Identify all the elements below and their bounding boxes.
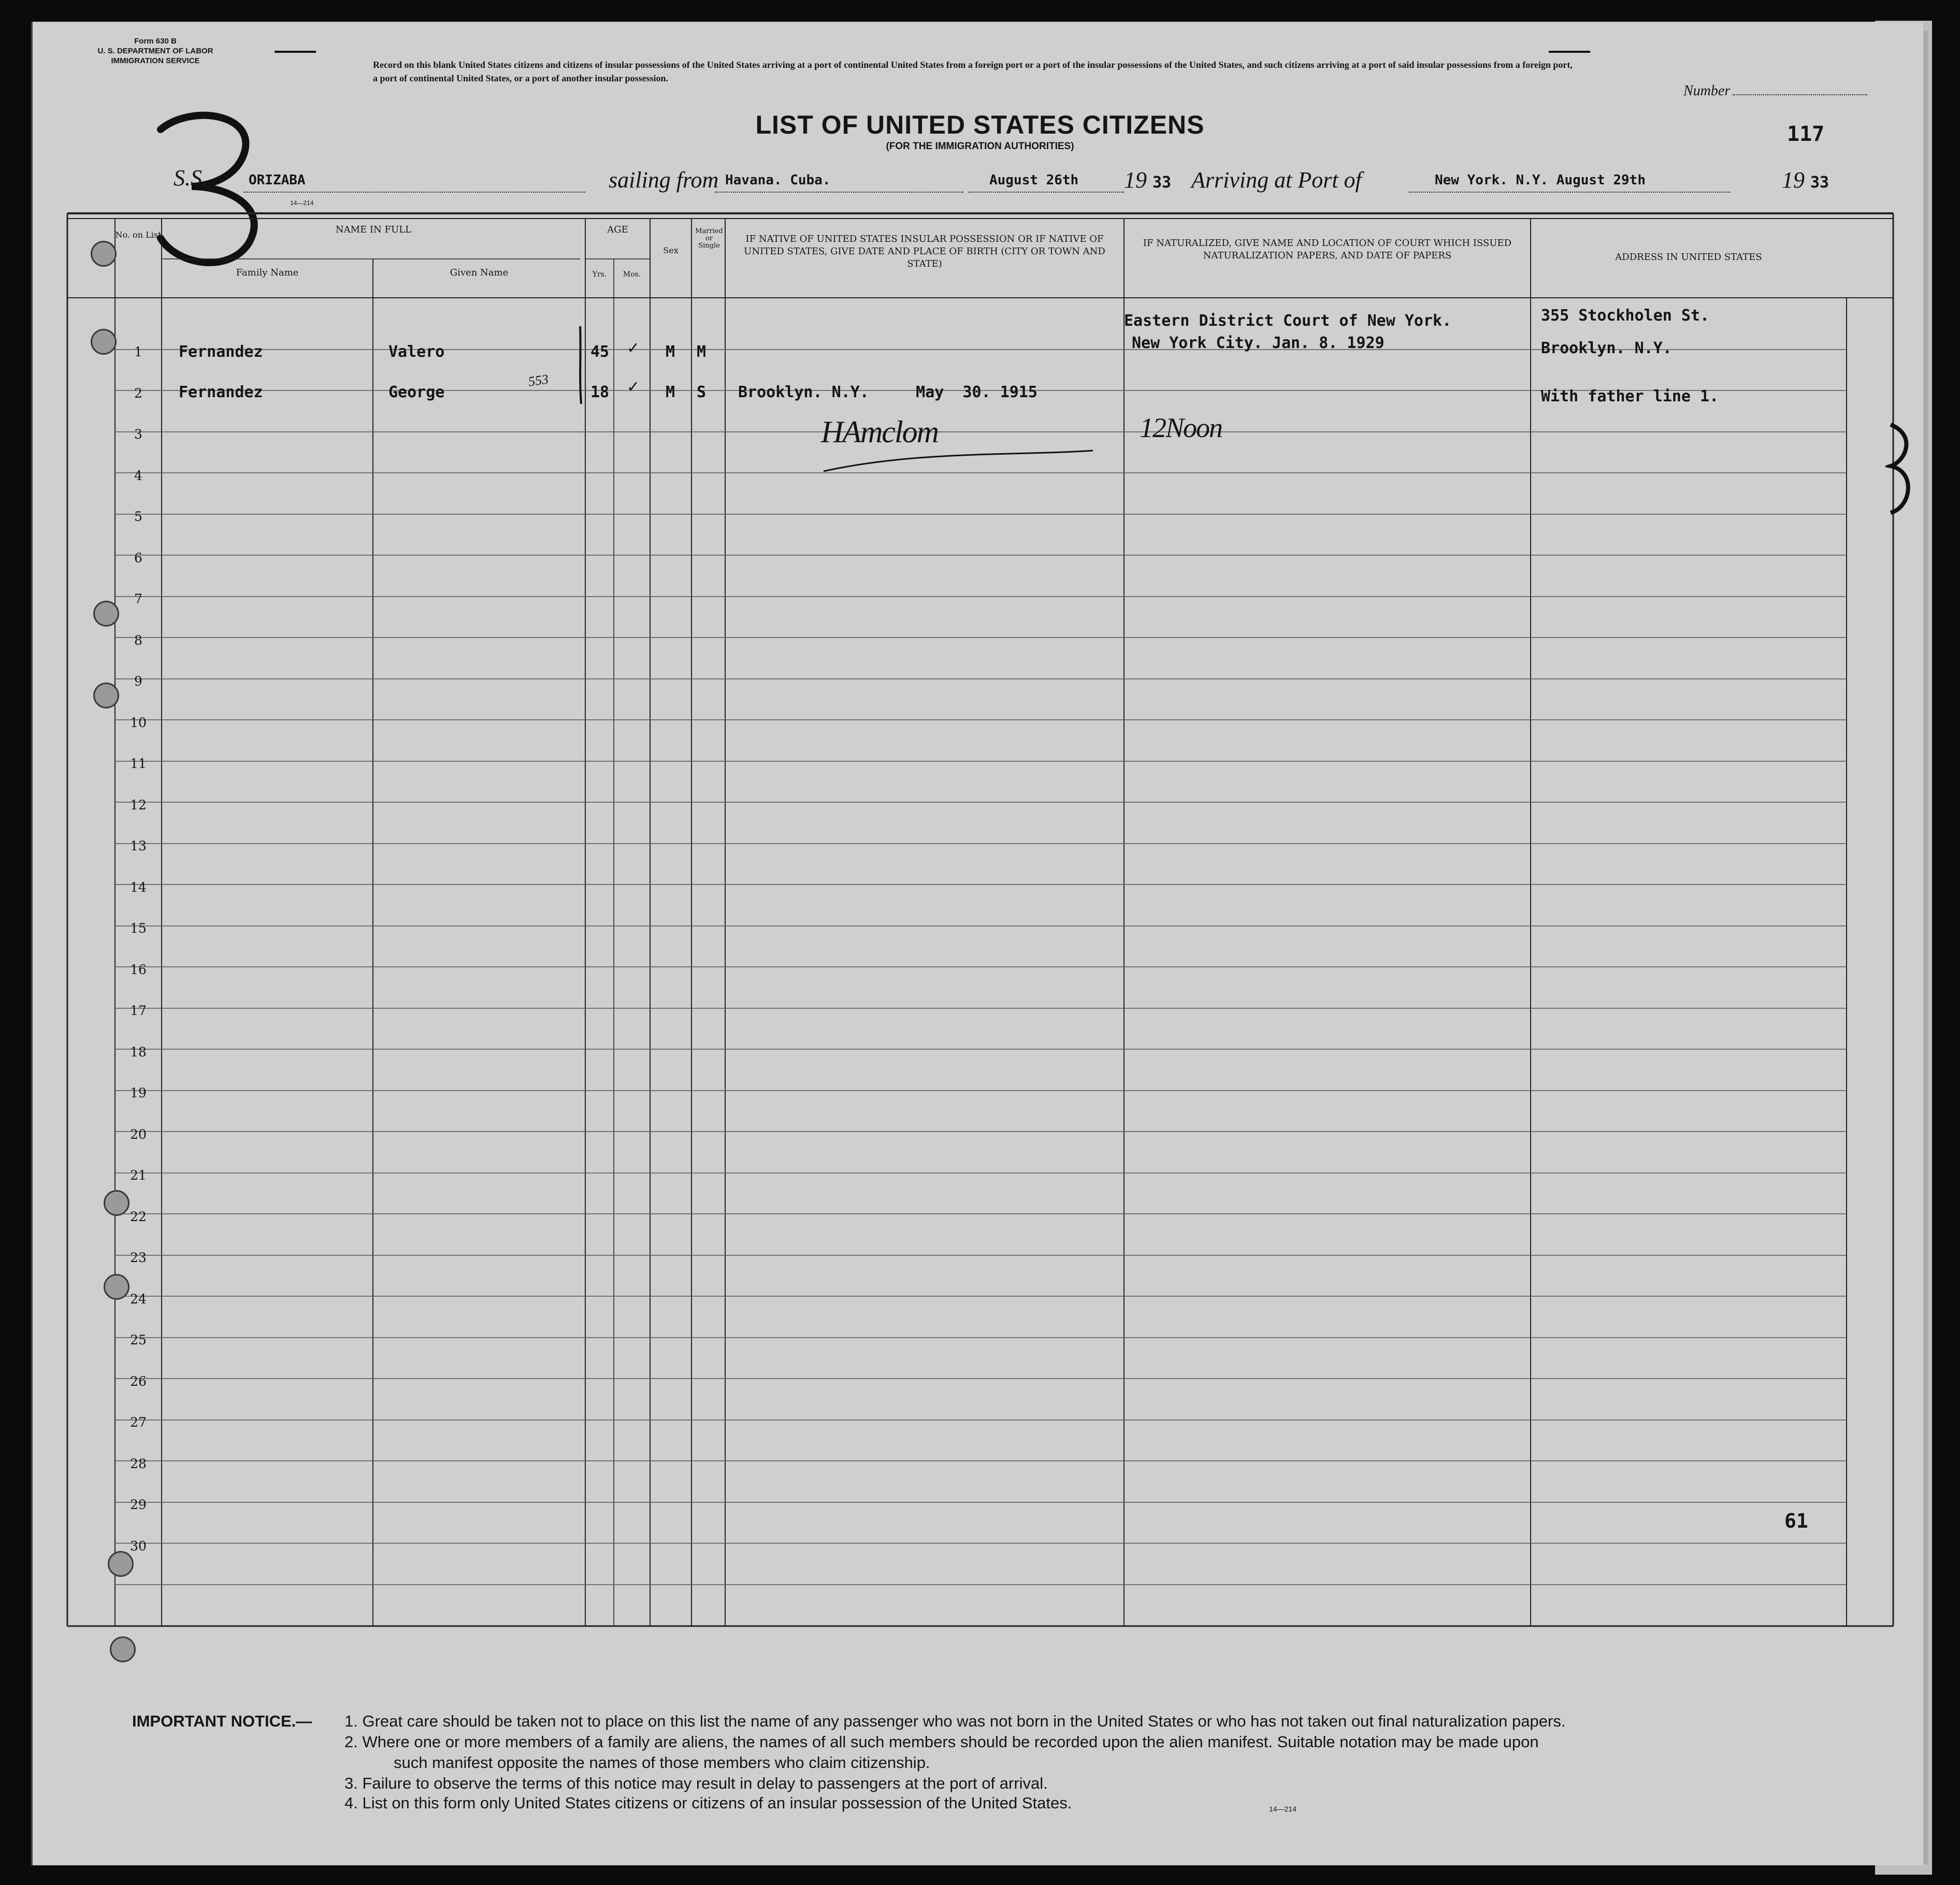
- department-name: U. S. DEPARTMENT OF LABOR: [97, 47, 213, 55]
- entry-1-address-city: Brooklyn. N.Y.: [1541, 339, 1672, 357]
- column-header-yrs: Yrs.: [592, 270, 607, 279]
- service-name: IMMIGRATION SERVICE: [111, 56, 200, 65]
- notice-item-1: 1. Great care should be taken not to place on this list the name of any passenger who was not born in the United States or who has not taken out final naturalization papers.: [344, 1712, 1566, 1730]
- bottom-form-code: 14—214: [1269, 1805, 1296, 1813]
- row-number: 28: [130, 1456, 147, 1471]
- entry-2-family-name: Fernandez: [179, 383, 263, 401]
- row-number: 10: [130, 715, 147, 730]
- instruction-text: Record on this blank United States citizens and citizens of insular possessions of the United States arriving at a port of continental United States from a foreign port or a port of the insular possessions of the United States, and such citizens arriving at a port of said insular possessions from a foreign port, a port of continental United States, or a port of another insular possession.: [373, 60, 1573, 83]
- row-number: 25: [130, 1332, 147, 1347]
- row-number: 20: [130, 1127, 147, 1142]
- binder-hole: [108, 1551, 134, 1577]
- entry-1-age-check: ✓: [627, 339, 640, 357]
- entry-2-marital: S: [697, 383, 707, 401]
- age-bracket-mark: [570, 321, 590, 409]
- notice-item-2: 2. Where one or more members of a family are aliens, the names of all such members should be recorded upon the alien manifest. Suitable notation may be made upon: [344, 1733, 1539, 1751]
- row-number: 19: [130, 1085, 147, 1100]
- row-number: 24: [130, 1292, 147, 1307]
- row-number: 5: [134, 509, 142, 524]
- column-header-mos: Mos.: [623, 270, 641, 279]
- binder-hole: [104, 1190, 129, 1216]
- entry-1-naturalization-court: Eastern District Court of New York.: [1124, 312, 1452, 330]
- form-number: Form 630 B: [134, 37, 177, 46]
- entry-2-age-check: ✓: [627, 378, 640, 396]
- row-number: 17: [130, 1003, 147, 1018]
- row-number: 11: [130, 756, 147, 771]
- row-number: 29: [130, 1497, 147, 1512]
- departure-year: 33: [1152, 173, 1172, 192]
- row-number: 16: [130, 962, 147, 977]
- entry-2-sex: M: [666, 383, 675, 401]
- row-number: 15: [130, 921, 147, 936]
- entry-1-sex: M: [666, 343, 675, 361]
- column-header-naturalized: IF NATURALIZED, GIVE NAME AND LOCATION OF COURT WHICH ISSUED NATURALIZATION PAPERS, AND DATE OF PAPERS: [1143, 238, 1512, 261]
- page-number: 117: [1787, 122, 1825, 146]
- row-number: 27: [130, 1415, 147, 1430]
- row-number: 14: [130, 880, 147, 895]
- column-header-name-in-full: NAME IN FULL: [335, 224, 412, 235]
- entry-1-address-street: 355 Stockholen St.: [1541, 307, 1710, 325]
- arrival-year-prefix: 19: [1782, 167, 1805, 193]
- notice-item-3: 3. Failure to observe the terms of this notice may result in delay to passengers at the port of arrival.: [344, 1774, 1048, 1792]
- handwritten-time-note: 12Noon: [1140, 412, 1222, 443]
- row-number: 26: [130, 1374, 147, 1389]
- departure-date: August 26th: [989, 172, 1079, 188]
- row-number: 6: [134, 550, 142, 566]
- column-header-native: IF NATIVE OF UNITED STATES INSULAR POSSESSION OR IF NATIVE OF UNITED STATES, GIVE DATE AND PLACE OF BIRTH (CITY OR TOWN AND STATE): [744, 234, 1105, 269]
- binder-hole: [110, 1636, 136, 1662]
- signature-underline: [813, 440, 1103, 482]
- entry-2-given-name: George: [388, 383, 445, 401]
- sailing-label: sailing from: [609, 167, 719, 193]
- column-header-given-name: Given Name: [450, 267, 509, 278]
- page-subtitle: (FOR THE IMMIGRATION AUTHORITIES): [886, 141, 1074, 152]
- row-number: 8: [134, 633, 142, 648]
- notice-item-4: 4. List on this form only United States citizens or citizens of an insular possession of the United States.: [344, 1794, 1072, 1812]
- entry-1-marital: M: [697, 343, 707, 361]
- from-port: Havana. Cuba.: [725, 172, 831, 188]
- binder-hole: [91, 329, 117, 355]
- arrival-year: 33: [1810, 173, 1829, 192]
- binder-hole: [91, 241, 117, 267]
- year-prefix: 19: [1124, 167, 1147, 193]
- row-number: 2: [134, 386, 142, 401]
- binder-hole: [104, 1274, 129, 1300]
- corner-number: 61: [1784, 1510, 1808, 1532]
- entry-1-family-name: Fernandez: [179, 343, 263, 361]
- column-header-age: AGE: [607, 224, 628, 235]
- row-number: 21: [130, 1168, 147, 1183]
- entry-2-address: With father line 1.: [1541, 387, 1719, 405]
- row-number: 7: [134, 591, 142, 606]
- notice-heading: IMPORTANT NOTICE.—: [132, 1712, 312, 1730]
- row-number: 1: [134, 344, 142, 359]
- entry-1-given-name: Valero: [388, 343, 445, 361]
- ss-label: S.S.: [174, 165, 208, 191]
- entry-1-naturalization-date: New York City. Jan. 8. 1929: [1132, 334, 1385, 352]
- entry-1-age-years: 45: [590, 343, 610, 361]
- row-number: 23: [130, 1250, 147, 1265]
- arrival-port-date: New York. N.Y. August 29th: [1435, 172, 1646, 188]
- binder-hole: [93, 601, 119, 627]
- row-number: 22: [130, 1209, 147, 1224]
- inspector-signature: HAmclom: [821, 415, 938, 449]
- column-header-married: Married or Single: [695, 227, 723, 250]
- arriving-label: Arriving at Port of: [1191, 167, 1362, 193]
- row-number: 13: [130, 838, 147, 853]
- entry-2-age-years: 18: [590, 383, 610, 401]
- ship-name: ORIZABA: [249, 172, 306, 188]
- notice-item-2-continued: such manifest opposite the names of those members who claim citizenship.: [394, 1753, 930, 1772]
- row-number: 18: [130, 1045, 147, 1060]
- row-number: 4: [134, 468, 142, 483]
- binder-hole: [93, 683, 119, 708]
- column-header-address: ADDRESS IN UNITED STATES: [1615, 252, 1762, 263]
- age-handwritten-mark: 553: [527, 371, 550, 389]
- row-number: 12: [130, 798, 147, 813]
- entry-2-birth: Brooklyn. N.Y. May 30. 1915: [738, 383, 1037, 401]
- page-title: LIST OF UNITED STATES CITIZENS: [755, 110, 1205, 139]
- column-header-family-name: Family Name: [236, 267, 299, 278]
- column-header-sex: Sex: [663, 245, 679, 255]
- column-header-no: No. on List: [115, 230, 162, 240]
- row-number: 30: [130, 1539, 147, 1554]
- row-number: 3: [134, 427, 142, 442]
- row-number: 9: [134, 674, 142, 689]
- number-label: Number: [1683, 83, 1731, 99]
- printing-note: 14—214: [290, 199, 314, 207]
- margin-mark: [1885, 414, 1916, 518]
